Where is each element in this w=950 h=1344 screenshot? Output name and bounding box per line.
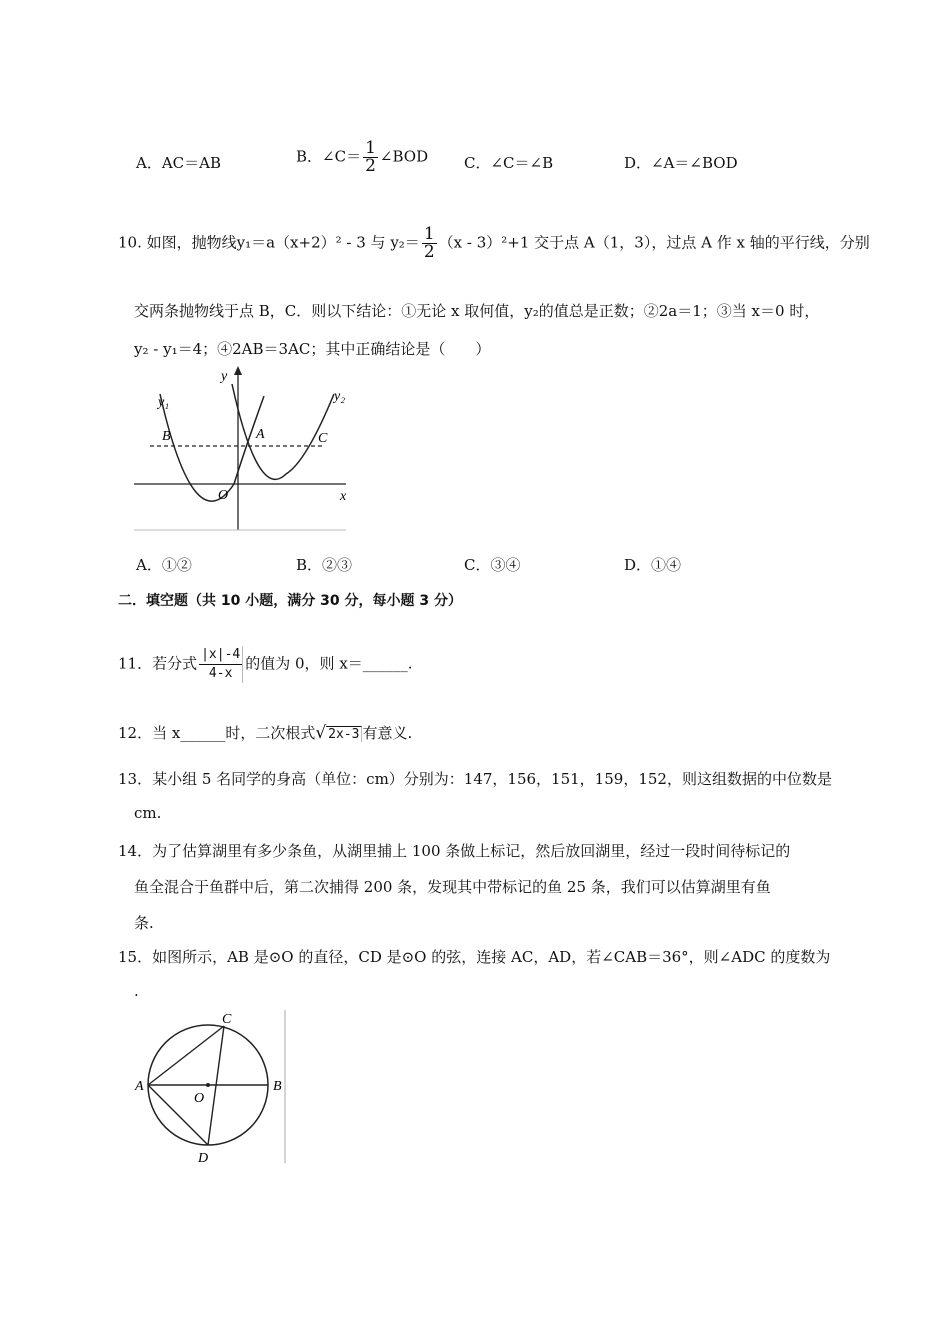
q10-option-c: C．③④ <box>464 556 521 574</box>
q9-option-c: C．∠C＝∠B <box>464 154 554 172</box>
q11-frac-num: |x|‑4 <box>199 646 242 665</box>
q10-option-d: D．①④ <box>624 556 682 574</box>
q10-fraction <box>422 226 437 261</box>
q10-option-a: A．①② <box>136 556 192 574</box>
y-axis-label: y <box>221 369 228 384</box>
q14-line2: 鱼全混合于鱼群中后，第二次捕得 200 条，发现其中带标记的鱼 25 条，我们可以估算湖里有鱼 <box>134 878 771 896</box>
point-d-label: D <box>198 1151 209 1166</box>
q10-frac-num: 1 <box>423 224 435 244</box>
q12-pre: 12．当 x______时，二次根式 <box>118 724 316 742</box>
q11-fraction <box>199 646 243 683</box>
point-c-label: C <box>318 431 328 446</box>
origin-label: O <box>218 488 229 503</box>
q12-post: 有意义. <box>362 724 413 742</box>
q13-line1: 13．某小组 5 名同学的身高（单位：cm）分别为：147，156，151，159，152，则这组数据的中位数是 <box>118 770 832 788</box>
q10-line1 <box>118 226 870 261</box>
q13-line2: cm. <box>134 804 162 822</box>
q14-line3: 条. <box>134 914 154 932</box>
point-b-label: B <box>162 429 171 444</box>
q10-option-b: B．②③ <box>296 556 353 574</box>
q10-l1-c: （x ‑ 3）²+1 交于点 A（1，3），过点 A 作 x 轴的平行线，分别 <box>438 233 870 252</box>
point-a-label: A <box>256 427 265 442</box>
section-heading: 二．填空题（共 10 小题，满分 30 分，每小题 3 分） <box>118 593 462 609</box>
q12-radicand: 2x‑3 <box>326 726 362 742</box>
q15-line2: . <box>134 982 139 1000</box>
q10-frac-den: 2 <box>423 242 435 262</box>
q11-post: 的值为 0，则 x＝______. <box>245 654 413 673</box>
q9-frac-num: 1 <box>365 138 376 158</box>
x-axis-label: x <box>340 489 347 504</box>
y2-label: y₂ <box>334 389 346 404</box>
q10-l1-b: y₁＝a（x+2）² ‑ 3 与 y₂＝ <box>236 233 420 252</box>
point-c-label: C <box>222 1012 232 1027</box>
q11-frac-den: 4‑x <box>208 666 233 681</box>
y1-label: y₁ <box>158 395 170 410</box>
q11-pre: 11．若分式 <box>118 654 198 673</box>
q12 <box>118 722 412 743</box>
q9-fraction <box>363 140 378 175</box>
sqrt-icon: √ <box>315 723 327 743</box>
q9-option-b-pre: B．∠C＝ <box>296 147 362 166</box>
q9-option-d: D．∠A＝∠BOD <box>624 154 738 172</box>
q10-line3: y₂ ‑ y₁＝4；④2AB＝3AC；其中正确结论是（ ） <box>134 340 491 358</box>
point-b-label: B <box>273 1079 282 1094</box>
center-point <box>206 1083 210 1087</box>
q10-l1-a: 10. 如图，抛物线 <box>118 233 237 252</box>
y-axis-arrow-icon <box>234 366 242 375</box>
point-a-label: A <box>135 1079 144 1094</box>
q14-line1: 14．为了估算湖里有多少条鱼，从湖里捕上 100 条做上标记，然后放回湖里，经过一段时间待标记的 <box>118 842 791 860</box>
q9-option-b <box>296 140 428 175</box>
chord-ac <box>148 1026 224 1085</box>
center-o-label: O <box>194 1091 205 1106</box>
q9-frac-den: 2 <box>365 156 376 176</box>
q15-line1: 15．如图所示，AB 是⊙O 的直径，CD 是⊙O 的弦，连接 AC，AD，若∠CAB＝36°，则∠ADC 的度数为 <box>118 948 831 966</box>
q10-parabola-graph <box>134 366 350 532</box>
q15-circle-figure <box>130 1008 290 1168</box>
q9-option-a: A．AC＝AB <box>136 154 221 172</box>
q11 <box>118 646 413 683</box>
parabola-y1 <box>160 394 264 501</box>
q9-option-b-post: ∠BOD <box>379 147 429 166</box>
q10-line2: 交两条抛物线于点 B，C．则以下结论：①无论 x 取何值，y₂的值总是正数；②2a＝1；③当 x＝0 时， <box>134 302 820 320</box>
